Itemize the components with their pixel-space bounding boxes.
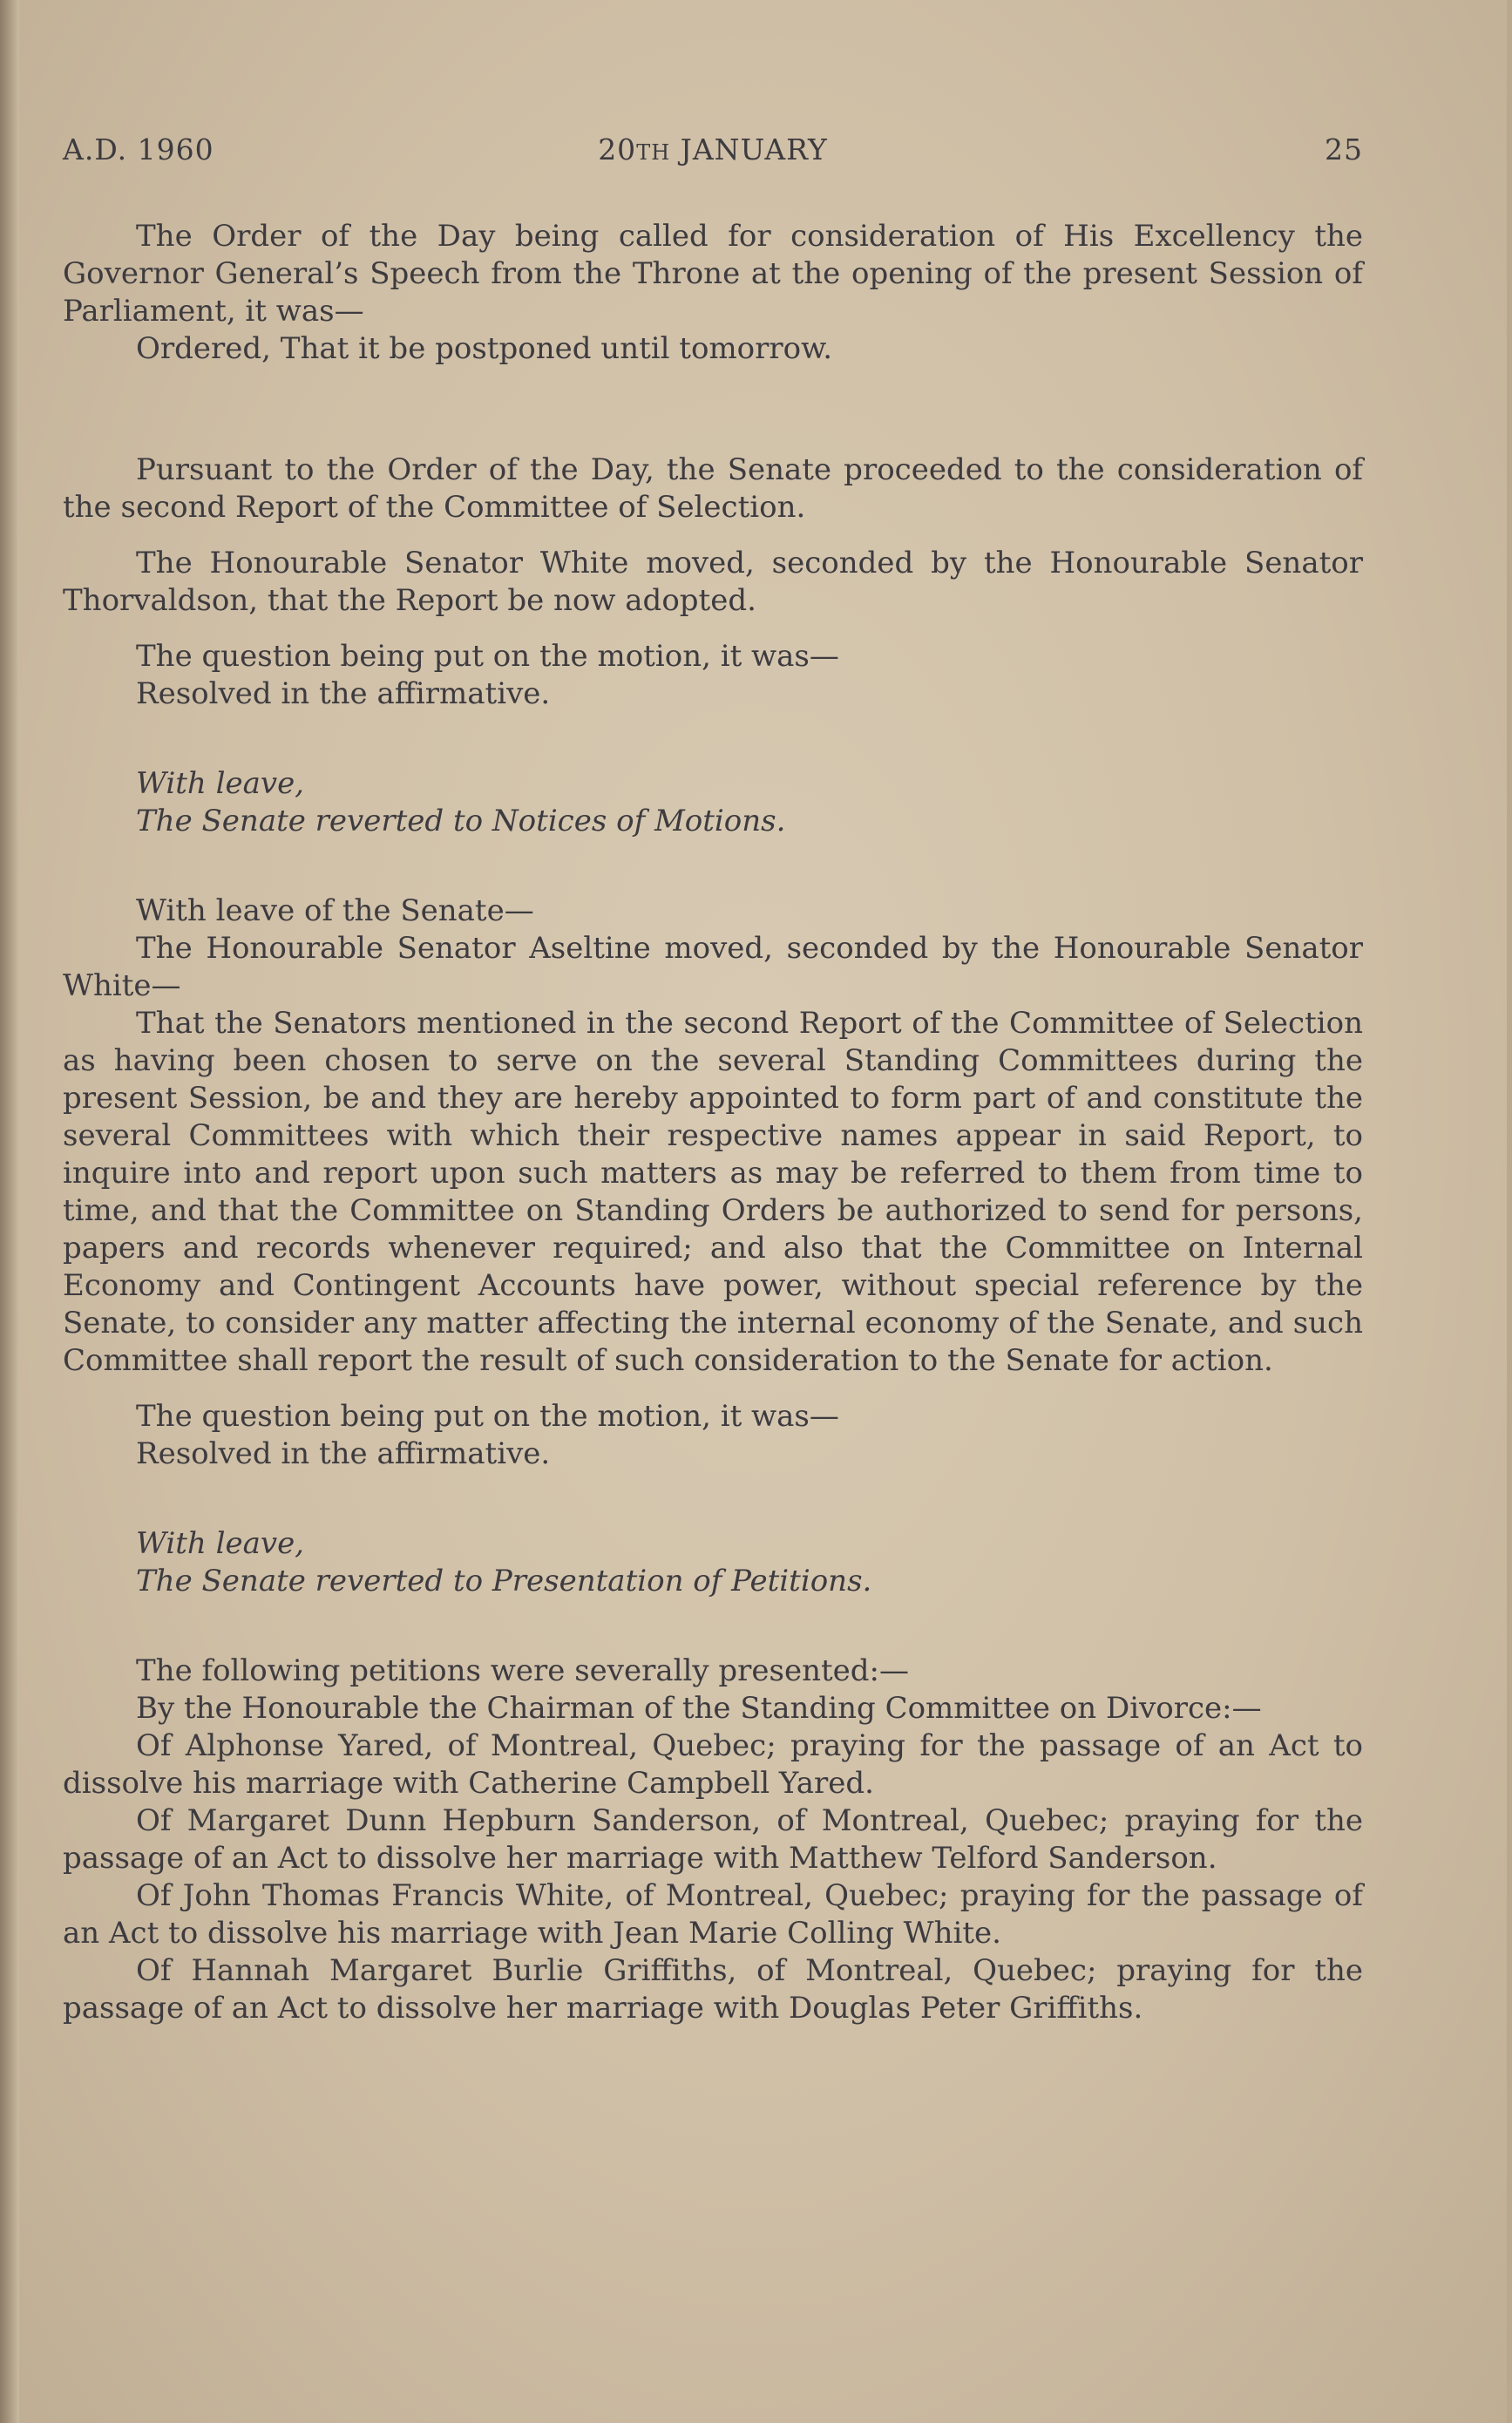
page-content (63, 131, 1363, 2027)
paragraph-question-1: The question being put on the motion, it was— (136, 639, 839, 674)
paragraph-chairman-divorce: By the Honourable the Chairman of the Standing Committee on Divorce:— (136, 1691, 1262, 1726)
paragraph-reverted-petitions: The Senate reverted to Presentation of Petitions. (136, 1564, 872, 1598)
paragraph-with-leave-2: With leave, (136, 1526, 304, 1561)
paragraph-pursuant: Pursuant to the Order of the Day, the Senate proceeded to the consideration of the second Report of the Committee of Selection. (63, 452, 1363, 525)
paragraph-order-of-day: The Order of the Day being called for consideration of His Excellency the Governor General’s Speech from the Throne at the opening of the present Session of Parliament, it was— (63, 219, 1363, 329)
page-edge (1507, 0, 1512, 2423)
petition-white: Of John Thomas Francis White, of Montreal, Quebec; praying for the passage of an Act to dissolve his marriage with Jean Marie Colling White. (63, 1878, 1363, 1951)
paragraph-leave-of-senate: With leave of the Senate— (136, 893, 534, 928)
paragraph-petitions-presented: The following petitions were severally presented:— (136, 1653, 910, 1688)
paragraph-with-leave-1: With leave, (136, 766, 304, 801)
petition-yared: Of Alphonse Yared, of Montreal, Quebec; praying for the passage of an Act to dissolve his marriage with Catherine Campbell Yared. (63, 1728, 1363, 1801)
page-number: 25 (1325, 132, 1363, 166)
header-date-suffix: TH (636, 140, 671, 165)
petition-sanderson: Of Margaret Dunn Hepburn Sanderson, of Montreal, Quebec; praying for the passage of an Act to dissolve her marriage with Matthew Telford Sanderson. (63, 1803, 1363, 1876)
paragraph-ordered: Ordered, That it be postponed until tomorrow. (136, 331, 832, 366)
paragraph-reverted-notices: The Senate reverted to Notices of Motions. (136, 804, 786, 838)
header-date-number: 20 (598, 132, 637, 166)
binding-shadow (0, 0, 19, 2423)
petition-griffiths: Of Hannah Margaret Burlie Griffiths, of Montreal, Quebec; praying for the passage of an Act to dissolve her marriage with Douglas Peter Griffiths. (63, 1953, 1363, 2026)
paragraph-white-moved: The Honourable Senator White moved, seconded by the Honourable Senator Thorvaldson, that the Report be now adopted. (63, 546, 1363, 618)
paragraph-aseltine-moved: The Honourable Senator Aseltine moved, seconded by the Honourable Senator White— (63, 931, 1363, 1003)
running-head (63, 131, 1363, 183)
header-year: A.D. 1960 (63, 132, 214, 166)
paragraph-resolved-1: Resolved in the affirmative. (136, 676, 551, 711)
header-date-month: JANUARY (670, 132, 828, 166)
paragraph-resolved-2: Resolved in the affirmative. (136, 1436, 551, 1471)
paragraph-question-2: The question being put on the motion, it was— (136, 1399, 839, 1434)
header-date (63, 131, 1363, 172)
paragraph-motion-text: That the Senators mentioned in the second Report of the Committee of Selection as having been chosen to serve on the several Standing Committees during the present Session, be and they are hereby appointed to form part of and constitute the several Committees with which their respective names appear in said Report, to inquire into and report upon such matters as may be referred to them from time to time, and that the Committee on Standing Orders be authorized to send for persons, papers and records whenever required; and also that the Committee on Internal Economy and Contingent Accounts have power, without special reference by the Senate, to consider any matter affecting the internal economy of the Senate, and such Committee shall report the result of such consideration to the Senate for action. (63, 1006, 1363, 1378)
